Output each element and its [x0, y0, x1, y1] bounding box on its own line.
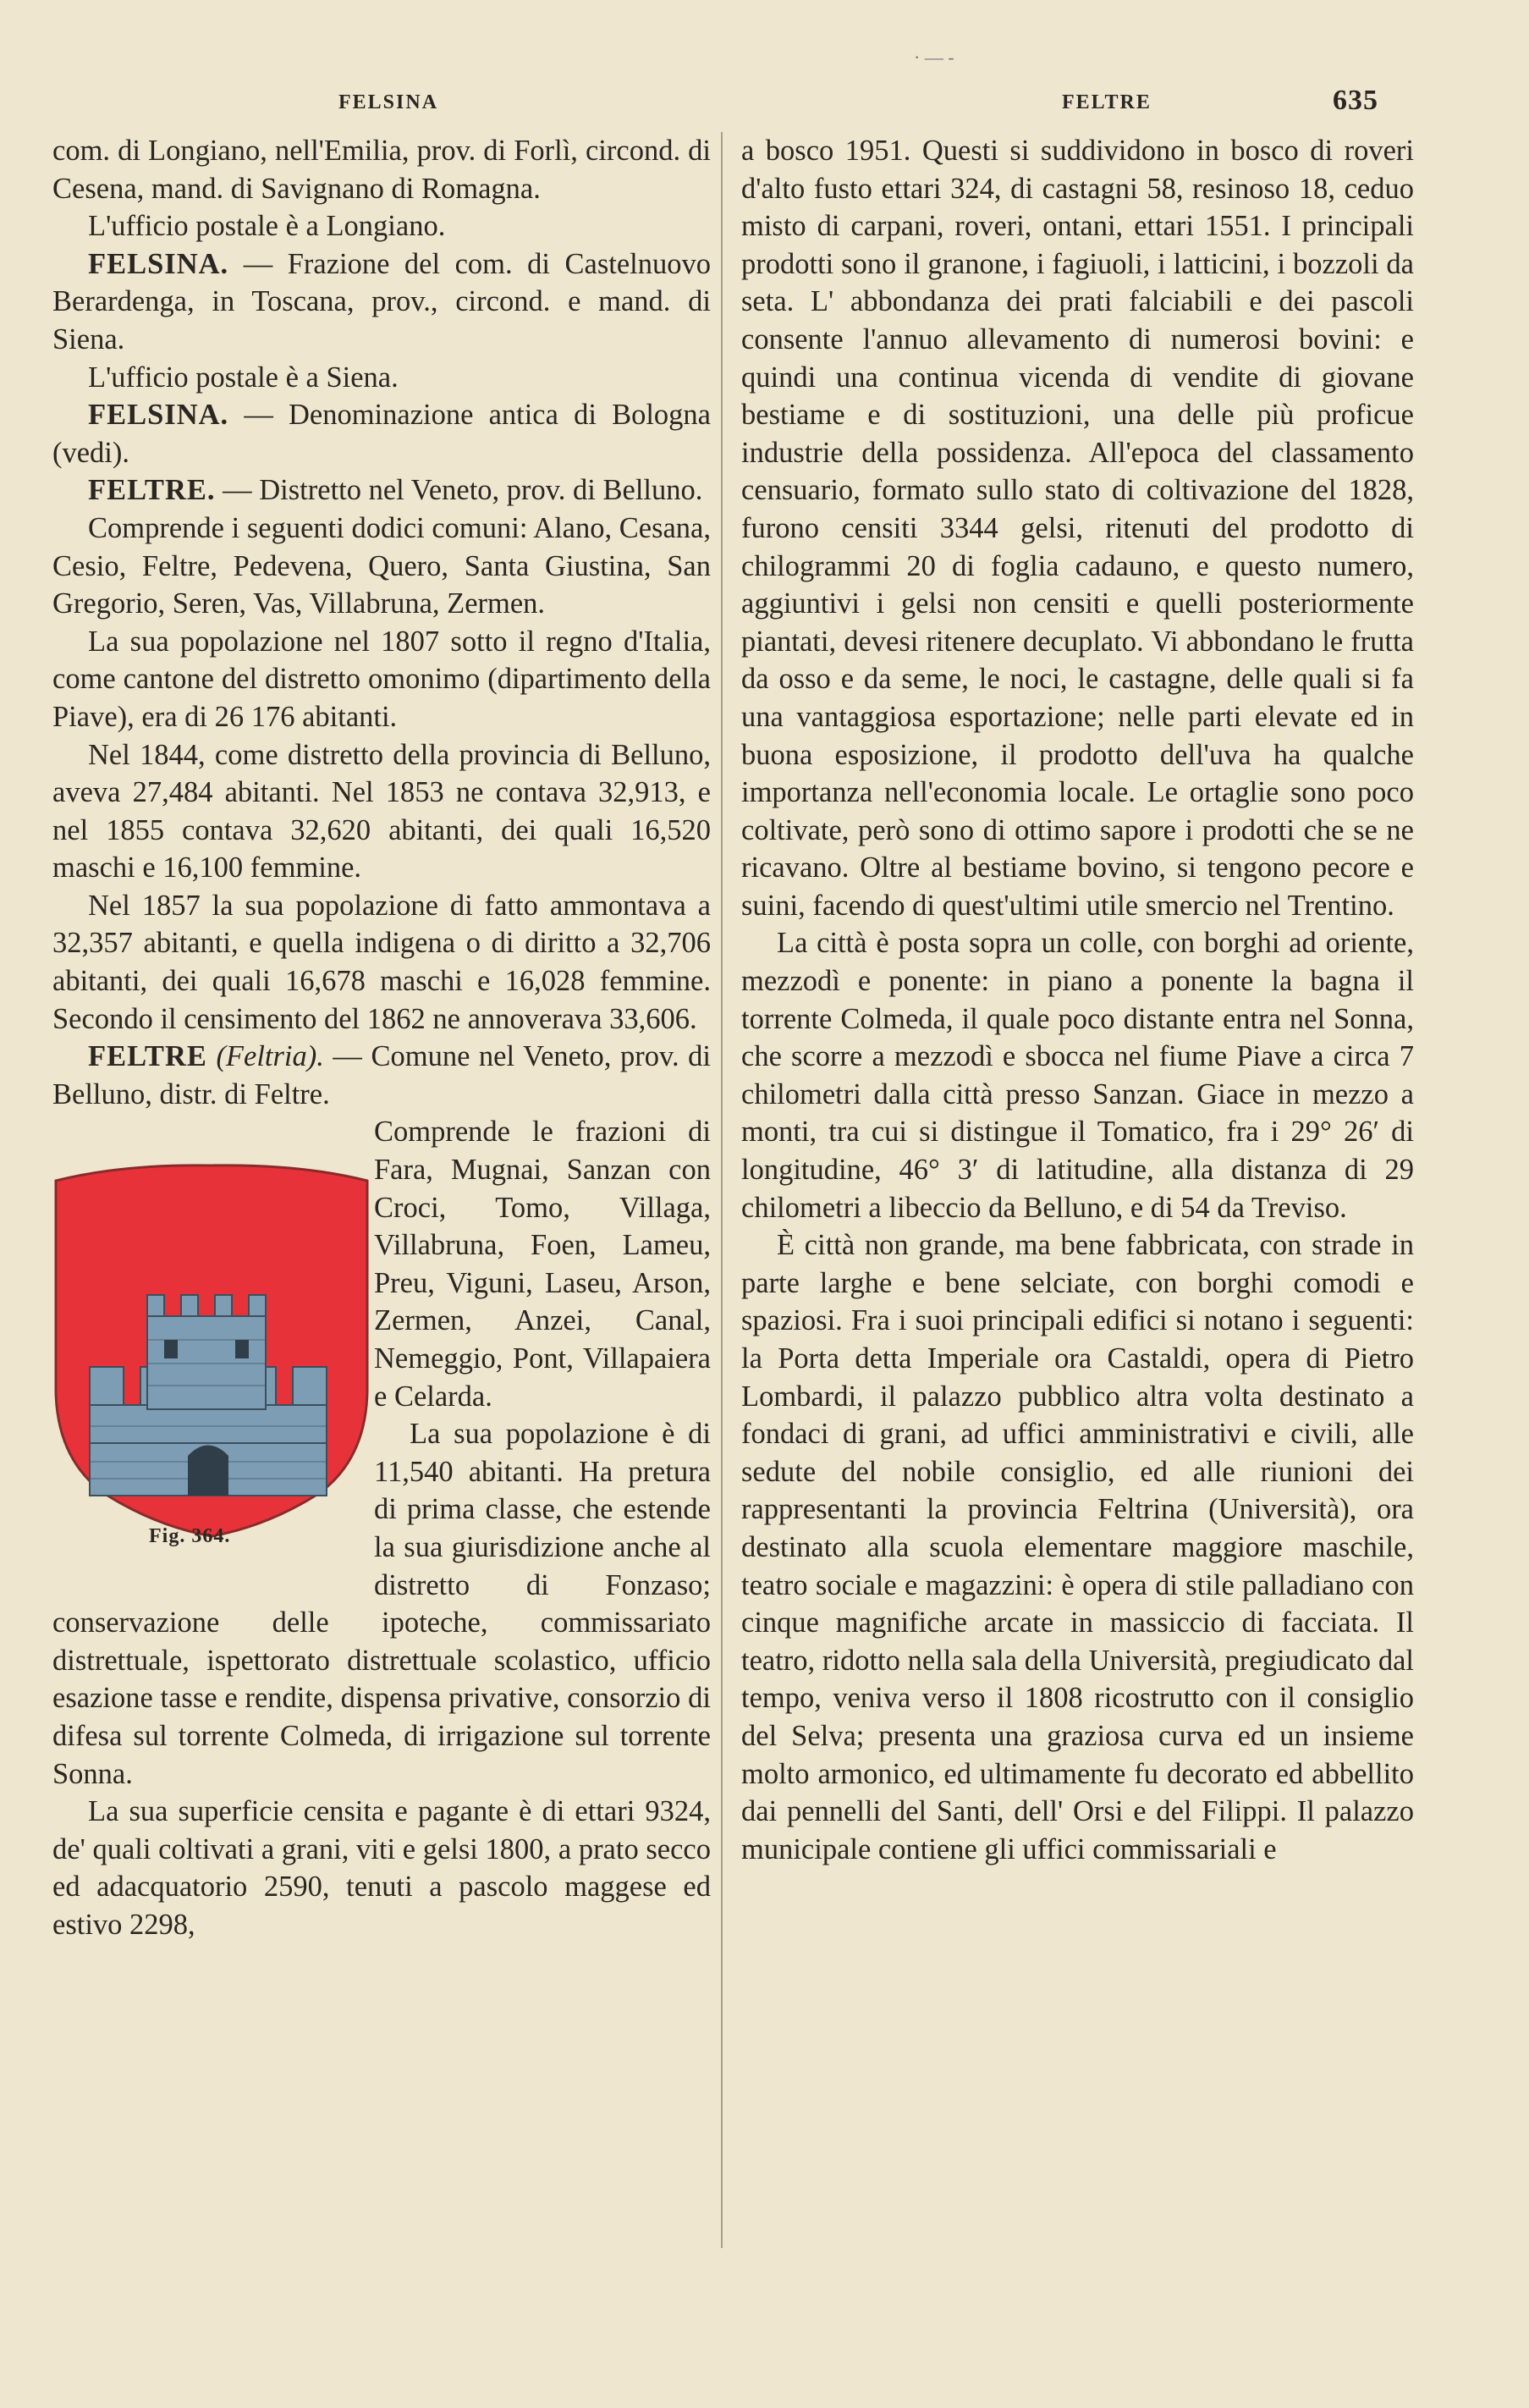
paragraph: L'ufficio postale è a Siena.: [88, 361, 399, 394]
paragraph: Nel 1857 la sua popolazione di fatto ammontava a 32,357 abitanti, e quella indigena o di diritto a 32,706 abitanti, dei quali 16,678 maschi e 16,028 femmine. Secondo il censimento del 1862 ne annoverava 33,606.: [52, 889, 711, 1035]
coat-of-arms-icon: [46, 1113, 369, 1574]
entry-heading: FELTRE.: [88, 474, 216, 507]
paragraph: Comprende i seguenti dodici comuni: Alano, Cesana, Cesio, Feltre, Pedevena, Quero, Santa Giustina, San Gregorio, Seren, Vas, Villabruna, Zermen.: [52, 511, 711, 620]
paragraph-continuation: a bosco 1951. Questi si suddividono in bosco di roveri d'alto fusto ettari 324, di castagni 58, resinoso 18, ceduo misto di carpani, roveri, ontani, ettari 1551. I principali prodotti sono il granone, i fagiuoli, i latticini, i bozzoli da seta. L' abbondanza dei prati falciabili e dei pascoli consente l'annuo allevamento di numerosi bovini: e quindi una continua vicenda di vendite di giovane bestiame e di sostituzioni, una delle più proficue industrie della possidenza. All'epoca del classamento censuario, formato sullo stato di coltivazione del 1828, furono censiti 3344 gelsi, ritenuti del prodotto di chilogrammi 20 di foglia cadauno, e questo numero, aggiuntivi i gelsi non censiti e quelli posteriormente piantati, devesi ritenere decuplato. Vi abbondano le frutta da osso e da seme, le noci, le castagne, delle quali si fa una vantaggiosa esportazione; nelle parti elevate ed in buona esposizione, il prodotto dell'uva ha qualche importanza nell'economia locale. Le ortaglie sono poco coltivate, però sono di ottimo sapore i prodotti che se ne ricavano. Oltre al bestiame bovino, si tengono pecore e suini, facendo di quest'ultimi utile smercio nel Trentino.: [741, 135, 1414, 922]
entry-feltre-district: [52, 471, 711, 510]
running-header-right: FELTRE: [1062, 91, 1152, 113]
entry-heading: FELSINA.: [88, 247, 229, 280]
paragraph: Nel 1844, come distretto della provincia di Belluno, aveva 27,484 abitanti. Nel 1853 ne contava 32,913, e nel 1855 contava 32,620 abitanti, dei quali 16,520 maschi e 16,100 femmine.: [52, 738, 711, 884]
page-smudge: · — -: [914, 47, 954, 68]
entry-feltre-comune: [52, 1038, 711, 1113]
entry-continuation: com. di Longiano, nell'Emilia, prov. di Forlì, circond. di Cesena, mand. di Savignano di Romagna.: [52, 135, 711, 205]
paragraph: La sua popolazione nel 1807 sotto il regno d'Italia, come cantone del distretto omonimo (dipartimento della Piave), era di 26 176 abitanti.: [52, 625, 711, 733]
running-header-left: FELSINA: [338, 91, 439, 113]
paragraph: La sua popolazione è di 11,540 abitanti. Ha pretura di prima classe, che estende la sua giurisdizione anche al distretto di Fonzaso; conservazione delle ipoteche, commissariato distrettuale, ispettorato distrettuale scolastico, ufficio esazione tasse e rendite, dispensa privative, consorzio di difesa sul torrente Colmeda, di irrigazione sul torrente Sonna.: [52, 1418, 711, 1790]
paragraph: La sua superficie censita e pagante è di ettari 9324, de' quali coltivati a grani, viti e gelsi 1800, a prato secco ed adacquatorio 2590, tenuti a pascolo maggese ed estivo 2298,: [52, 1795, 711, 1941]
entry-text: — Comune nel Veneto, prov. di Belluno, distr. di Feltre.: [52, 1040, 711, 1110]
entry-heading: FELTRE: [88, 1040, 207, 1073]
paragraph: Comprende le frazioni di Fara, Mugnai, Sanzan con Croci, Tomo, Villaga, Villabruna, Foen, Lameu, Preu, Viguni, Laseu, Arson, Zermen, Anzei, Canal, Nemeggio, Pont, Villapaiera e Celarda.: [374, 1116, 711, 1413]
figure-caption: Fig. 364.: [149, 1525, 231, 1548]
right-column: [741, 132, 1414, 1868]
entry-text: — Denominazione antica di Bologna (vedi).: [52, 399, 711, 469]
paragraph: È città non grande, ma bene fabbricata, con strade in parte larghe e bene selciate, con borghi comodi e spaziosi. Fra i suoi principali edifici si notano i seguenti: la Porta detta Imperiale ora Castaldi, opera di Pietro Lombardi, il palazzo pubblico altra volta destinato a fondaci di grani, ad uffici amministrativi e civili, alle sedute del nobile consiglio, ed alle riunioni dei rappresentanti la provincia Feltrina (Università), ora destinato alla scuola elementare maggiore maschile, teatro sociale e magazzini: è opera di stile palladiano con cinque magnifiche arcate in massiccio di facciata. Il teatro, ridotto nella sala della Università, pregiudicato dal tempo, veniva verso il 1808 ricostrutto con il consiglio del Selva; presenta una graziosa curva ed un insieme molto armonico, ed ultimamente fu decorato ed abbellito dai pennelli del Santi, dell' Orsi e del Filippi. Il palazzo municipale contiene gli uffici commissariali e: [741, 1229, 1414, 1865]
entry-heading: FELSINA.: [88, 399, 229, 432]
entry-felsina-2: [52, 396, 711, 471]
left-column: [52, 132, 711, 1944]
paragraph: L'ufficio postale è a Longiano.: [88, 210, 446, 243]
entry-text: — Distretto nel Veneto, prov. di Belluno.: [215, 474, 703, 507]
entry-felsina-1: [52, 245, 711, 359]
column-divider: [721, 132, 723, 2248]
entry-latin-name: (Feltria).: [216, 1040, 324, 1073]
page-number: 635: [1333, 85, 1378, 116]
paragraph: La città è posta sopra un colle, con borghi ad oriente, mezzodì e ponente: in piano a ponente la bagna il torrente Colmeda, il quale poco distante entra nel Sonna, che scorre a mezzodì e sbocca nel fiume Piave a circa 7 chilometri dalla città presso Sanzan. Giace in mezzo a monti, tra cui si distingue il Tomatico, fra i 29° 26′ di longitudine, 46° 3′ di latitudine, alla distanza di 29 chilometri a libeccio da Belluno, e di 54 da Treviso.: [741, 927, 1414, 1224]
entry-text: — Frazione del com. di Castelnuovo Berardenga, in Toscana, prov., circond. e mand. di Siena.: [52, 247, 711, 355]
coat-of-arms-figure: [46, 1113, 369, 1574]
